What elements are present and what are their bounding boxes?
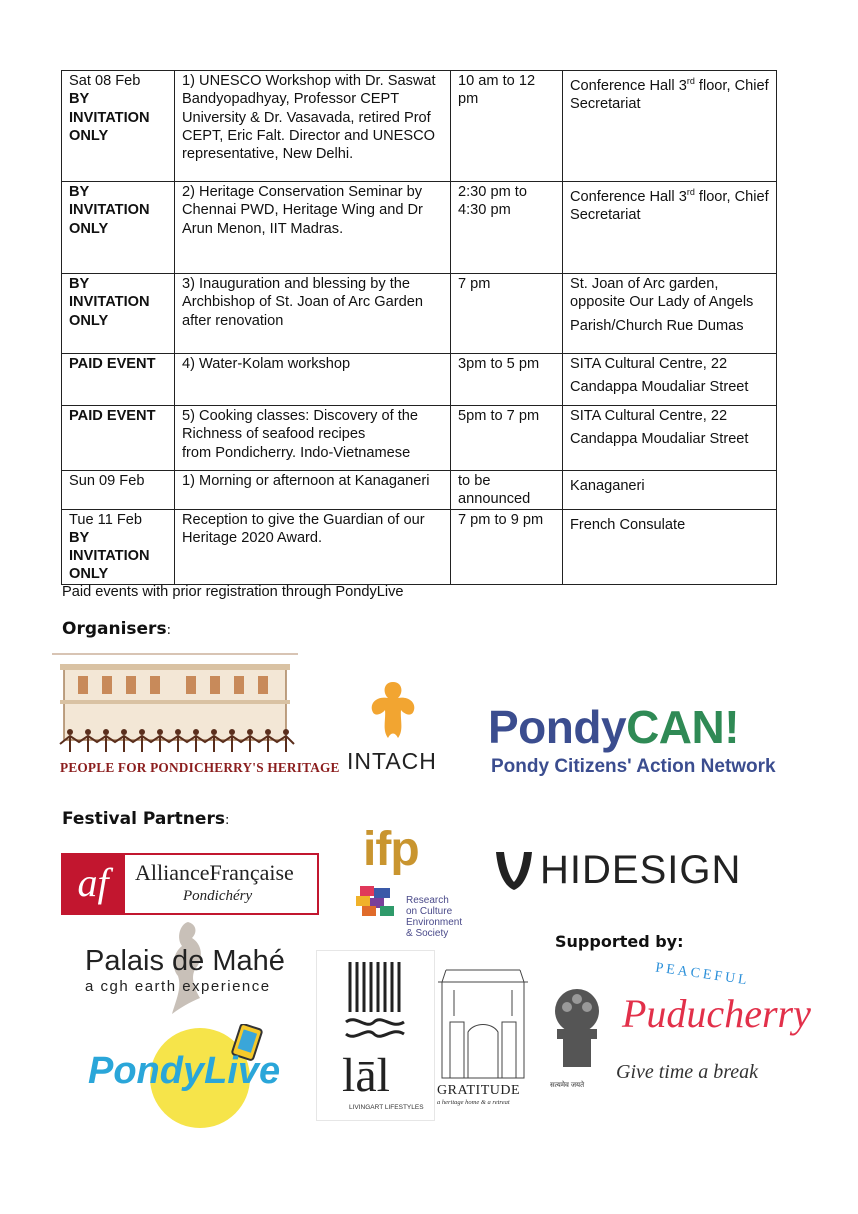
supported-by-heading: Supported by:	[555, 932, 684, 951]
gratitude-logo-text: GRATITUDE	[437, 1083, 521, 1098]
puducherry-logo-text: Puducherry	[622, 991, 811, 1036]
venue-text: Conference Hall 3	[570, 77, 687, 94]
venue-superscript: rd	[686, 76, 695, 86]
schedule-status: PAID EVENT	[69, 356, 156, 372]
schedule-venue	[563, 471, 777, 510]
schedule-event: Reception to give the Guardian of our Heritage 2020 Award.	[175, 509, 451, 584]
ifp-logo: ifp	[363, 823, 419, 876]
venue-text: SITA Cultural Centre, 22 Candappa Moudaliar Street	[570, 408, 749, 448]
schedule-time: to be announced	[451, 471, 563, 510]
schedule-time: 2:30 pm to 4:30 pm	[451, 182, 563, 274]
schedule-venue	[563, 406, 777, 471]
schedule-date-cell	[62, 182, 175, 274]
venue-text: French Consulate	[570, 516, 686, 533]
palais-de-mahe-subtitle: a cgh earth experience	[85, 978, 271, 995]
schedule-time: 5pm to 7 pm	[451, 406, 563, 471]
ppfh-logo-text: PEOPLE FOR PONDICHERRY'S HERITAGE	[60, 760, 340, 775]
schedule-row	[62, 71, 777, 182]
schedule-status: BY INVITATION ONLY	[69, 91, 150, 144]
alliance-francaise-city: Pondichéry	[183, 888, 253, 904]
schedule-venue	[563, 71, 777, 182]
festival-partners-heading: Festival Partners:	[62, 809, 230, 829]
schedule-status: BY INVITATION ONLY	[69, 184, 150, 237]
pondylive-logo-text: PondyLive	[88, 1050, 281, 1092]
schedule-status: BY INVITATION ONLY	[69, 529, 150, 583]
gratitude-building-icon	[436, 962, 530, 1082]
schedule-date-cell	[62, 406, 175, 471]
schedule-row	[62, 354, 777, 406]
venue-text: SITA Cultural Centre, 22 Candappa Moudaliar Street	[570, 356, 749, 396]
schedule-date-cell	[62, 71, 175, 182]
lal-subtitle: LIVINGART LIFESTYLES	[349, 1104, 424, 1111]
schedule-time: 7 pm	[451, 274, 563, 354]
schedule-venue	[563, 509, 777, 584]
schedule-row	[62, 509, 777, 584]
schedule-event: 2) Heritage Conservation Seminar by Chennai PWD, Heritage Wing and Dr Arun Menon, IIT Madras.	[175, 182, 451, 274]
schedule-row	[62, 471, 777, 510]
schedule-event: 5) Cooking classes: Discovery of the Richness of seafood recipes from Pondicherry. Indo-Vietnamese	[175, 406, 451, 471]
schedule-date-cell	[62, 354, 175, 406]
alliance-francaise-mark: af	[61, 853, 125, 915]
schedule-row	[62, 274, 777, 354]
schedule-event: 4) Water-Kolam workshop	[175, 354, 451, 406]
lal-logo-text: lāl	[342, 1049, 390, 1102]
schedule-table	[61, 70, 777, 585]
schedule-date-cell	[62, 274, 175, 354]
schedule-venue	[563, 274, 777, 354]
venue-text-rest: floor, Chief Secretariat	[570, 188, 769, 224]
schedule-venue	[563, 354, 777, 406]
schedule-status: BY INVITATION ONLY	[69, 276, 150, 329]
venue-text-rest: floor, Chief Secretariat	[570, 77, 769, 113]
intach-logo-text: INTACH	[347, 748, 437, 774]
schedule-event: 1) Morning or afternoon at Kanaganeri	[175, 471, 451, 510]
peaceful-text: PEACEFUL	[654, 960, 751, 989]
schedule-venue	[563, 182, 777, 274]
ppfh-building-logo	[52, 652, 302, 762]
palais-de-mahe-logo: Palais de Mahé	[85, 945, 285, 977]
venue-text: Conference Hall 3	[570, 188, 687, 205]
schedule-date: Sun 09 Feb	[69, 473, 145, 489]
emblem-caption: सत्यमेव जयते	[550, 1082, 585, 1089]
schedule-date-cell	[62, 509, 175, 584]
ifp-subtitle: Research on Culture Environment & Society	[406, 895, 463, 939]
schedule-event: 1) UNESCO Workshop with Dr. Saswat Bandyopadhyay, Professor CEPT University & Dr. Vasavada, retired Prof CEPT, Eric Falt. Director and UNESCO representative, New Delhi.	[175, 71, 451, 182]
schedule-status: PAID EVENT	[69, 408, 156, 424]
schedule-time: 10 am to 12 pm	[451, 71, 563, 182]
intach-logo-mark	[368, 680, 418, 742]
pondycan-logo: PondyCAN!	[488, 701, 740, 753]
national-emblem-icon	[545, 985, 609, 1079]
schedule-date: Tue 11 Feb	[69, 511, 143, 528]
ifp-color-blocks-icon	[354, 884, 402, 920]
schedule-date: Sat 08 Feb	[69, 73, 141, 89]
schedule-row	[62, 406, 777, 471]
gratitude-subtitle: a heritage home & a retreat	[437, 1099, 510, 1106]
registration-note: Paid events with prior registration through PondyLive	[62, 584, 404, 600]
puducherry-tagline: Give time a break	[616, 1061, 758, 1083]
alliance-francaise-name: AllianceFrançaise	[135, 860, 294, 885]
schedule-time: 7 pm to 9 pm	[451, 509, 563, 584]
schedule-time: 3pm to 5 pm	[451, 354, 563, 406]
pondycan-subtitle: Pondy Citizens' Action Network	[491, 756, 776, 777]
organisers-heading: Organisers:	[62, 619, 171, 639]
venue-text: St. Joan of Arc garden, opposite Our Lady of Angels Parish/Church Rue Dumas	[570, 276, 754, 334]
venue-superscript: rd	[686, 187, 695, 197]
hidesign-shield-icon	[494, 850, 534, 892]
hidesign-logo-text: HIDESIGN	[540, 848, 742, 892]
schedule-row	[62, 182, 777, 274]
schedule-date-cell	[62, 471, 175, 510]
venue-text: Kanaganeri	[570, 477, 645, 494]
schedule-event: 3) Inauguration and blessing by the Archbishop of St. Joan of Arc Garden after renovation	[175, 274, 451, 354]
